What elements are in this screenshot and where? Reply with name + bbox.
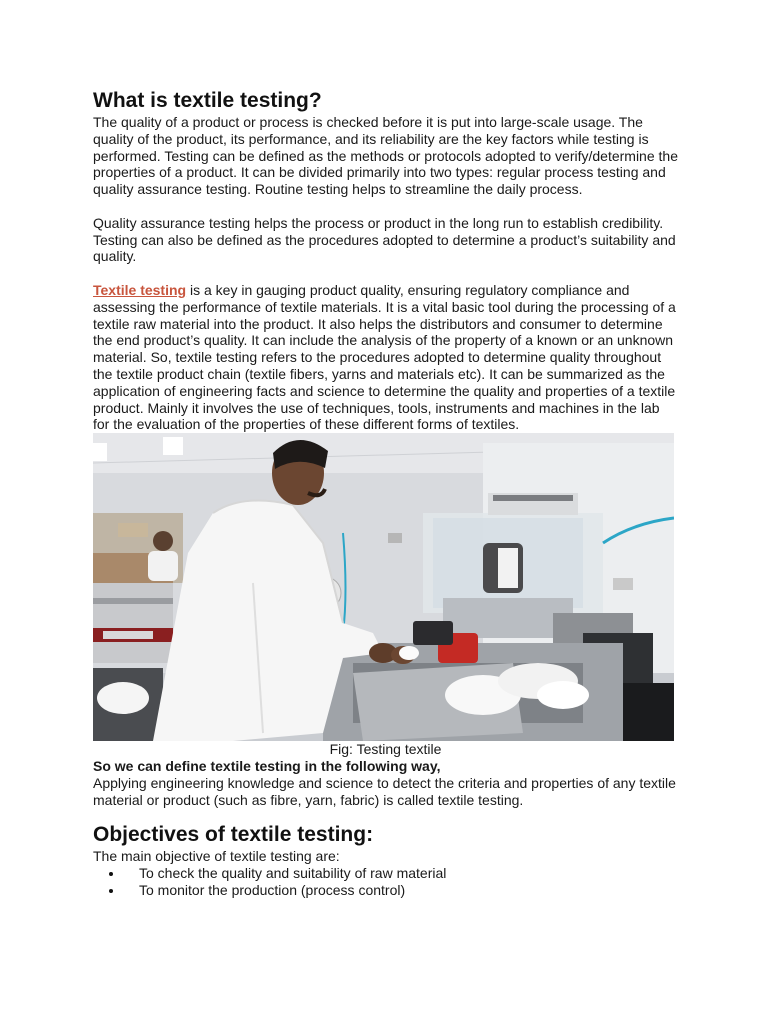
- section-title-what-is-textile-testing: What is textile testing?: [93, 89, 322, 112]
- list-item: To monitor the production (process control): [93, 882, 678, 899]
- objectives-intro: The main objective of textile testing are:: [93, 848, 340, 865]
- objectives-list: [93, 865, 678, 899]
- lab-photo: [93, 433, 674, 741]
- textile-testing-link[interactable]: Textile testing: [93, 281, 187, 298]
- list-item: To check the quality and suitability of raw material: [93, 865, 678, 882]
- paragraph-intro: The quality of a product or process is checked before it is put into large-scale usage. The quality of the product, its performance, and its reliability are the key factors while testing is performed. Testing can be defined as the methods or protocols adopted to verify/determine the properties of a product. It can be divided primarily into two types: regular process testing and quality assurance testing. Routine testing helps to streamline the daily process.: [93, 114, 678, 198]
- lab-photo-illustration: [93, 433, 674, 741]
- paragraph-textile-testing: [93, 282, 678, 433]
- figure-caption: Fig: Testing textile: [329, 741, 442, 758]
- section-title-objectives: Objectives of textile testing:: [93, 823, 374, 847]
- paragraph-quality-assurance: Quality assurance testing helps the process or product in the long run to establish credibility. Testing can also be defined as the procedures adopted to determine a product’s suitability and quality.: [93, 214, 676, 265]
- definition-heading: So we can define textile testing in the following way,: [93, 757, 441, 774]
- paragraph-textile-testing-text: is a key in gauging product quality, ensuring regulatory compliance and assessing the performance of textile materials. It is a vital basic tool during the processing of a textile raw material into the product. It also helps the distributors and consumer to determine the end product’s quality. It can include the analysis of the property of a known or an unknown material. So, textile testing refers to the procedures adopted to determine quality throughout the textile product chain (textile fibers, yarns and materials etc). It can be summarized as the application of engineering facts and science to determine the quality and properties of a textile product. Mainly it involves the use of techniques, tools, instruments and machines in the lab for the evaluation of the properties of these different forms of textiles.: [93, 281, 676, 433]
- definition-text: Applying engineering knowledge and science to detect the criteria and properties of any textile material or product (such as fibre, yarn, fabric) is called textile testing.: [93, 774, 676, 808]
- article-content: [93, 88, 678, 899]
